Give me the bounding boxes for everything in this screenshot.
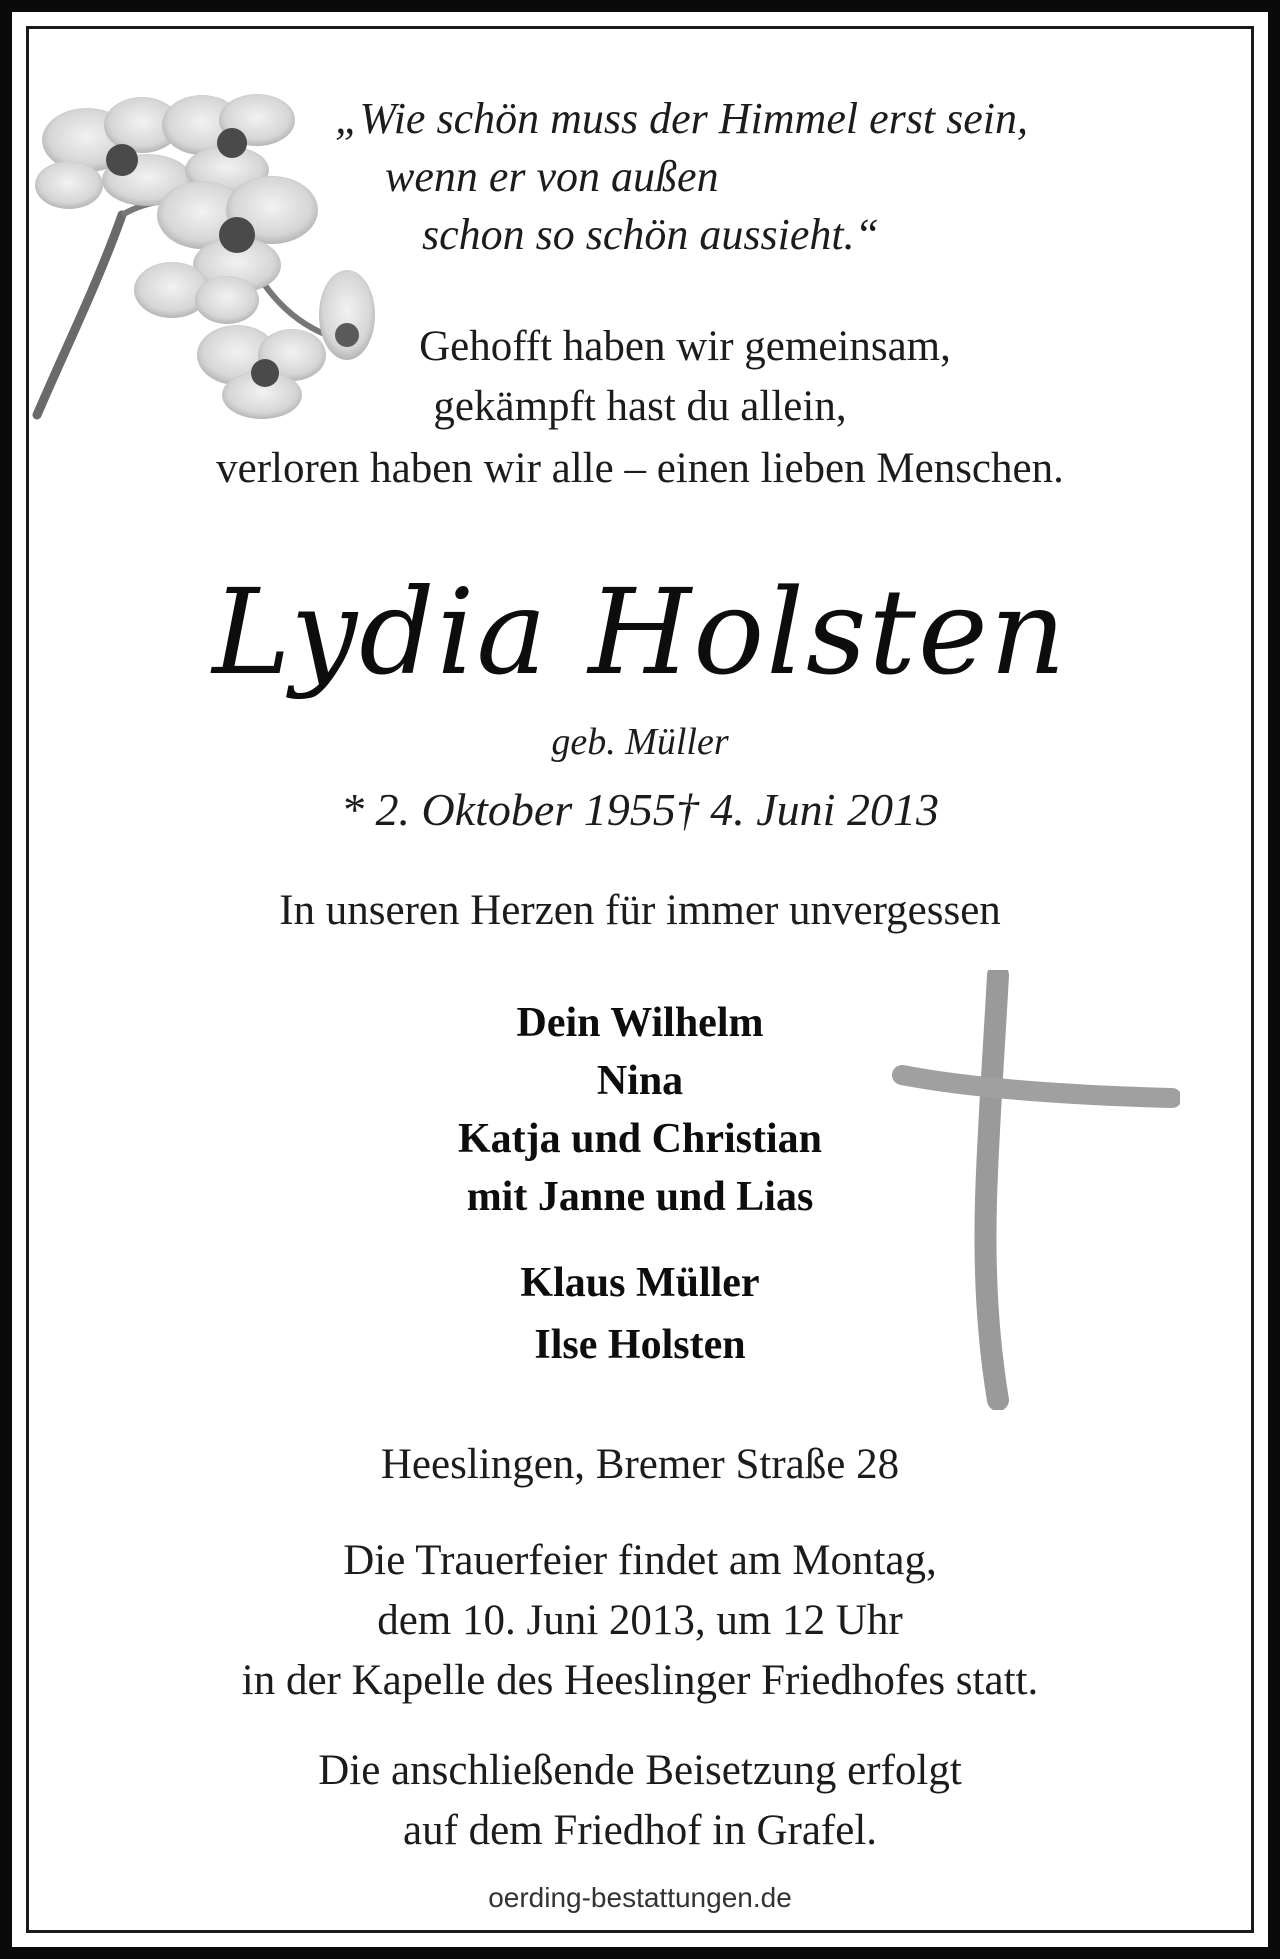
verse-line-3: verloren haben wir alle – einen lieben Menschen. (216, 445, 1064, 492)
deceased-name: Lydia Holsten (212, 563, 1068, 701)
address: Heeslingen, Bremer Straße 28 (380, 1441, 900, 1488)
mourner-6: Ilse Holsten (534, 1322, 746, 1368)
quote-line-3: schon so schön aussieht.“ (422, 210, 880, 259)
burial-line-1: Die anschließende Beisetzung erfolgt (318, 1747, 962, 1794)
verse-line-1: Gehofft haben wir gemeinsam, (419, 323, 951, 370)
mourner-4: mit Janne und Lias (466, 1174, 814, 1220)
ceremony-line-1: Die Trauerfeier findet am Montag, (343, 1537, 937, 1584)
birth-date: * 2. Oktober 1955 (341, 784, 676, 835)
mourner-2: Nina (596, 1058, 684, 1104)
ceremony-line-3: in der Kapelle des Heeslinger Friedhofes statt. (241, 1657, 1039, 1704)
quote-line-2: wenn er von außen (385, 152, 719, 201)
death-date: † 4. Juni 2013 (675, 784, 939, 835)
maiden-name: geb. Müller (551, 721, 729, 763)
funeral-home-website[interactable]: oerding-bestattungen.de (488, 1882, 792, 1913)
mourner-1: Dein Wilhelm (516, 1000, 764, 1046)
quote-line-1: „Wie schön muss der Himmel erst sein, (335, 94, 1028, 143)
verse-line-2: gekämpft hast du allein, (433, 383, 847, 430)
memorial-line: In unseren Herzen für immer unvergessen (279, 887, 1001, 934)
ceremony-line-2: dem 10. Juni 2013, um 12 Uhr (377, 1597, 903, 1644)
mourner-5: Klaus Müller (520, 1260, 760, 1306)
mourner-3: Katja und Christian (457, 1116, 823, 1162)
burial-line-2: auf dem Friedhof in Grafel. (402, 1807, 878, 1854)
